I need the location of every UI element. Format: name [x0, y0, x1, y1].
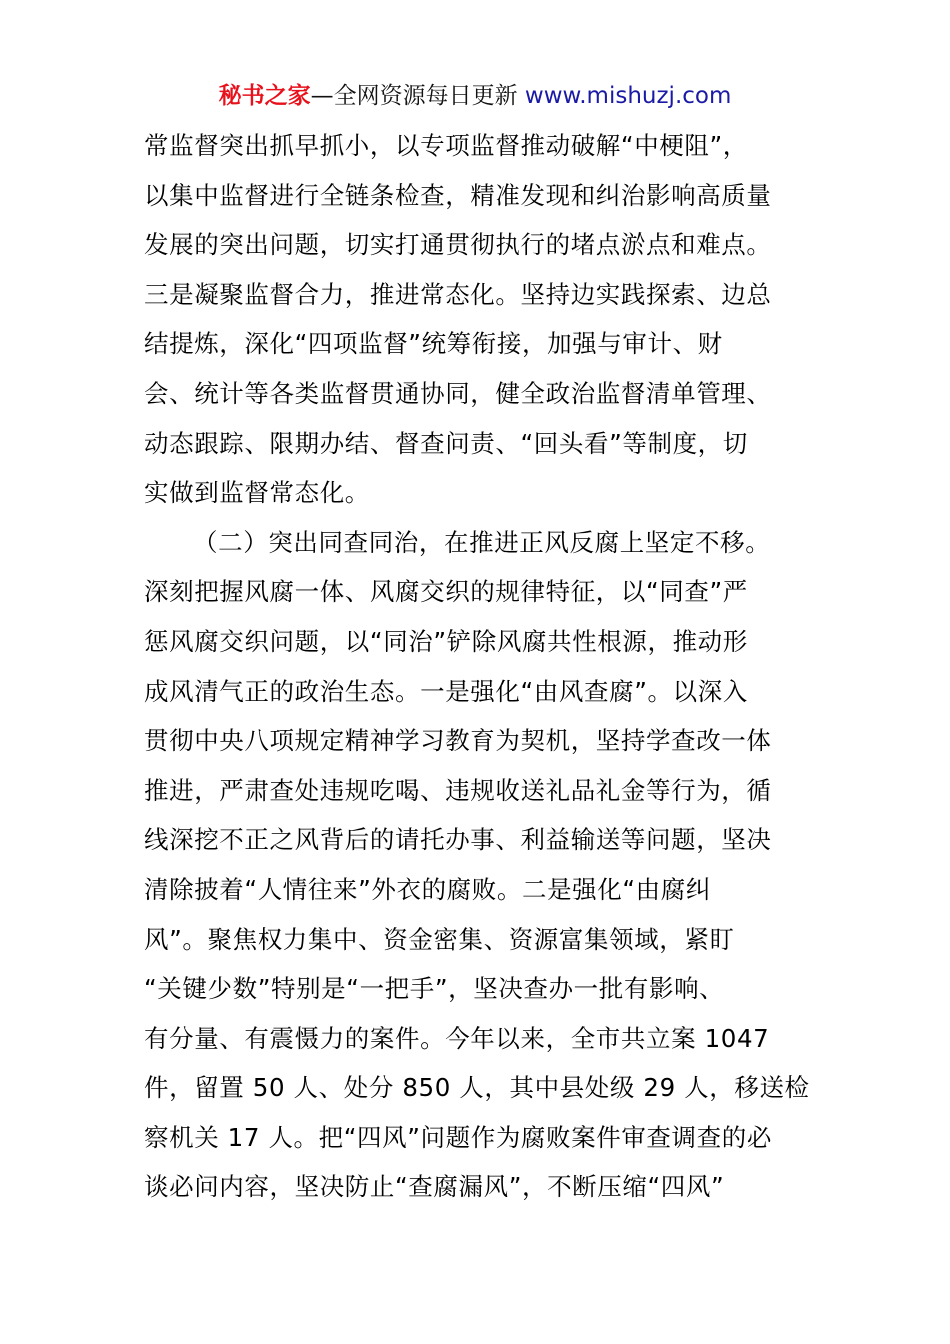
site-url-link[interactable]: www.mishuzj.com: [524, 83, 732, 109]
site-header: [0, 80, 950, 112]
text-line: 有分量、有震慑力的案件。今年以来，全市共立案 1047: [144, 1023, 770, 1053]
text-line: 线深挖不正之风背后的请托办事、利益输送等问题，坚决: [144, 825, 772, 855]
text-line: 谈必问内容，坚决防止“查腐漏风”，不断压缩“四风”: [144, 1172, 725, 1202]
text-line: 件，留置 50 人、处分 850 人，其中县处级 29 人，移送检: [144, 1073, 810, 1103]
text-line: 深刻把握风腐一体、风腐交织的规律特征，以“同查”严: [144, 577, 748, 607]
section-heading-line: （二）突出同查同治，在推进正风反腐上坚定不移。: [193, 527, 771, 557]
text-line: 动态跟踪、限期办结、督查问责、“回头看”等制度，切: [144, 428, 748, 458]
header-slogan: —全网资源每日更新: [310, 83, 518, 109]
text-line: “关键少数”特别是“一把手”，坚决查办一批有影响、: [144, 974, 725, 1004]
text-line: 风”。聚焦权力集中、资金密集、资源富集领域，紧盯: [144, 924, 735, 954]
document-body: [144, 121, 824, 1212]
text-line: 常监督突出抓早抓小，以专项监督推动破解“中梗阻”，: [144, 131, 748, 160]
brand-name: 秘书之家: [218, 83, 311, 109]
text-line: 会、统计等各类监督贯通协同，健全政治监督清单管理、: [144, 378, 772, 408]
text-line: 成风清气正的政治生态。一是强化“由风查腐”。以深入: [144, 676, 748, 706]
text-line: 贯彻中央八项规定精神学习教育为契机，坚持学查改一体: [144, 726, 772, 756]
text-line: 发展的突出问题，切实打通贯彻执行的堵点淤点和难点。: [144, 230, 772, 260]
text-line: 实做到监督常态化。: [144, 478, 370, 508]
text-line: 结提炼，深化“四项监督”统筹衔接，加强与审计、财: [144, 329, 723, 359]
text-line: 推进，严肃查处违规吃喝、违规收送礼品礼金等行为，循: [144, 775, 772, 805]
text-line: 三是凝聚监督合力，推进常态化。坚持边实践探索、边总: [144, 279, 772, 309]
text-line: 惩风腐交织问题，以“同治”铲除风腐共性根源，推动形: [144, 626, 748, 656]
text-line: 察机关 17 人。把“四风”问题作为腐败案件审查调查的必: [144, 1122, 772, 1152]
text-line: 清除披着“人情往来”外衣的腐败。二是强化“由腐纠: [144, 874, 711, 904]
text-line: 以集中监督进行全链条检查，精准发现和纠治影响高质量: [144, 180, 772, 210]
